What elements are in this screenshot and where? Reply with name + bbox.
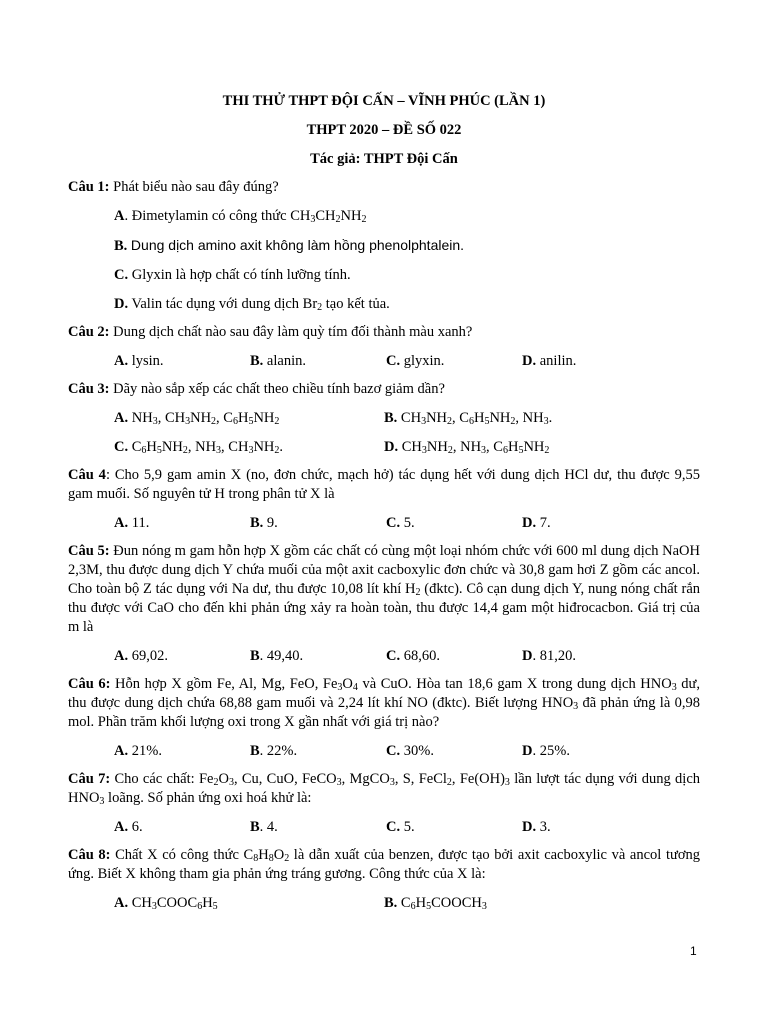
formula-text: NH	[190, 410, 212, 426]
option-text: 9.	[266, 515, 278, 531]
subscript: 3	[481, 901, 487, 912]
option-letter: A.	[114, 515, 129, 531]
option-a	[114, 818, 250, 837]
option-letter: D.	[522, 819, 537, 835]
subscript: 6	[410, 901, 416, 912]
option-text: alanin.	[266, 353, 306, 369]
subscript: 6	[141, 445, 147, 456]
subscript: 5	[156, 445, 162, 456]
option-a	[114, 647, 250, 666]
option-letter: A.	[114, 743, 129, 759]
option-text: Dung dịch amino axit không làm hồng phenolphtalein.	[130, 237, 465, 253]
formula-text: CH	[400, 410, 422, 426]
subscript: 3	[389, 777, 395, 788]
subscript: 3	[421, 416, 427, 427]
subscript: 2	[544, 445, 550, 456]
question-text: O	[342, 676, 353, 692]
option-text: NH	[340, 208, 362, 224]
subscript: 6	[468, 416, 474, 427]
question-3-options-row2	[68, 438, 700, 457]
formula-text: H	[146, 439, 157, 455]
formula-text: COOCH	[431, 895, 482, 911]
formula-text: NH	[489, 410, 511, 426]
question-text: Dãy nào sắp xếp các chất theo chiều tính bazơ giảm dần?	[113, 381, 445, 397]
subscript: 3	[151, 901, 157, 912]
subscript: 3	[481, 445, 487, 456]
option-a	[114, 514, 250, 533]
option-letter: A	[114, 208, 125, 224]
subscript: 5	[426, 901, 432, 912]
option-text: Glyxin là hợp chất có tính lưỡng tính.	[131, 267, 351, 283]
option-text: 3.	[536, 819, 551, 835]
option-letter: C.	[114, 267, 129, 283]
option-letter: A.	[114, 648, 129, 664]
question-text	[68, 771, 700, 806]
subscript: 5	[484, 416, 490, 427]
option-c	[386, 647, 522, 666]
option-b	[250, 647, 386, 666]
question-6	[68, 675, 700, 732]
subscript: 2	[415, 587, 421, 598]
question-label: Câu 8:	[68, 847, 111, 863]
formula-text: loãng. Số phản ứng oxi hoá khử là:	[104, 790, 312, 806]
subscript: 3	[337, 682, 343, 693]
formula-text: H	[473, 410, 485, 426]
option-text: . 49,40.	[259, 648, 304, 664]
question-2-options	[68, 352, 700, 371]
formula-text: NH	[426, 439, 448, 455]
formula-text: , Fe(OH)	[451, 771, 505, 787]
option-c	[114, 438, 384, 457]
option-letter: C.	[386, 515, 401, 531]
question-4-options	[68, 514, 700, 533]
subscript: 3	[671, 682, 677, 693]
option-letter: D	[522, 648, 533, 664]
option-b	[384, 409, 654, 428]
formula-text: NH	[131, 410, 153, 426]
formula-text: , NH	[515, 410, 544, 426]
option-b	[250, 514, 386, 533]
question-text: dư, thu được dung dịch chứa 68,88 gam muối và 2,24 lít khí NO (đktc). Biết lượng HNO	[68, 676, 701, 711]
option-letter: D.	[522, 353, 537, 369]
subscript: 2	[446, 777, 452, 788]
formula-text: H	[237, 410, 249, 426]
question-text: Phát biểu nào sau đây đúng?	[113, 179, 279, 195]
subscript: 3	[248, 445, 254, 456]
subscript: 2	[211, 416, 217, 427]
subscript: 2	[284, 853, 290, 864]
question-text	[68, 847, 700, 882]
question-label: Câu 3:	[68, 381, 110, 397]
formula-text: , Cu, CuO, FeCO	[233, 771, 337, 787]
formula-text: , CH	[157, 410, 186, 426]
subscript: 5	[248, 416, 254, 427]
option-d	[68, 295, 700, 314]
option-letter: B.	[250, 353, 264, 369]
subscript: 3	[228, 777, 234, 788]
subscript: 6	[197, 901, 203, 912]
option-letter: A.	[114, 819, 129, 835]
question-5-options	[68, 647, 700, 666]
question-1-options	[68, 207, 700, 314]
question-5	[68, 542, 700, 637]
question-text: (đktc). Cô cạn dung dịch Y, nung nóng chất rắn thu được với CaO cho đến khi phản ứng xảy ra hoàn toàn, thu được 14,4 gam một hiđrocacbon. Giá trị của m là	[68, 581, 701, 635]
formula-text: , C	[452, 410, 469, 426]
formula-text: NH	[253, 439, 275, 455]
question-3-options-row1	[68, 409, 700, 428]
exam-title: THI THỬ THPT ĐỘI CẤN – VĨNH PHÚC (LẦN 1)	[222, 93, 546, 109]
formula-text: , S, FeCl	[394, 771, 447, 787]
option-c	[386, 818, 522, 837]
formula	[401, 410, 552, 426]
formula-text: H	[507, 439, 519, 455]
option-d	[384, 438, 654, 457]
option-letter: C.	[386, 819, 401, 835]
exam-page	[68, 88, 700, 913]
subscript: 2	[510, 416, 516, 427]
formula	[128, 895, 218, 911]
subscript: 2	[335, 214, 341, 225]
subscript: 6	[232, 416, 238, 427]
formula	[132, 439, 283, 455]
option-b	[250, 818, 386, 837]
option-text: 30%.	[400, 743, 434, 759]
formula-text: NH	[253, 410, 275, 426]
subscript: 4	[352, 682, 358, 693]
option-d	[522, 818, 658, 837]
formula-text: Cho các chất: Fe	[114, 771, 214, 787]
formula-text: NH	[523, 439, 545, 455]
formula-text: , CH	[221, 439, 249, 455]
question-7	[68, 770, 700, 808]
question-text: Hỗn hợp X gồm Fe, Al, Mg, FeO, Fe	[115, 676, 338, 692]
option-text: CH	[315, 208, 336, 224]
subscript: 3	[543, 416, 549, 427]
question-7-options	[68, 818, 700, 837]
option-a	[114, 409, 384, 428]
option-text: 5.	[403, 515, 415, 531]
formula-text: CH	[401, 439, 422, 455]
option-letter: D	[522, 743, 533, 759]
subscript: 2	[447, 445, 453, 456]
subscript: 3	[504, 777, 510, 788]
option-text: 68,60.	[400, 648, 440, 664]
formula-text: C	[397, 895, 411, 911]
question-label: Câu 7:	[68, 771, 111, 787]
question-label: Câu 2:	[68, 324, 110, 340]
option-text: . 25%.	[532, 743, 570, 759]
subscript: 2	[182, 445, 188, 456]
option-b	[384, 894, 654, 913]
question-3	[68, 380, 700, 399]
subscript: 3	[310, 214, 316, 225]
formula-text: , C	[486, 439, 503, 455]
formula-text: H	[415, 895, 427, 911]
formula-text: , NH	[452, 439, 482, 455]
option-b	[250, 742, 386, 761]
option-d	[522, 352, 658, 371]
formula-text: lần lượt tác dụng với dung dịch HNO	[68, 771, 700, 806]
subscript: 8	[253, 853, 259, 864]
option-letter: D.	[384, 439, 399, 455]
page-number: 1	[690, 944, 697, 958]
option-letter: C.	[386, 648, 401, 664]
option-letter: D.	[522, 515, 537, 531]
question-text: : Cho 5,9 gam amin X (no, đơn chức, mạch hở) tác dụng hết với dung dịch HCl dư, thu được 9,55 gam muối. Số nguyên tử H trong phân tử X là	[68, 467, 700, 502]
formula-text: H	[202, 895, 213, 911]
subscript: 6	[502, 445, 508, 456]
formula-text: C	[131, 439, 142, 455]
question-label: Câu 6:	[68, 676, 111, 692]
option-c	[386, 742, 522, 761]
option-text: . Đimetylamin có công thức CH	[124, 208, 311, 224]
option-b	[250, 352, 386, 371]
formula-text: Chất X có công thức C	[115, 847, 254, 863]
option-c	[386, 514, 522, 533]
subscript: 3	[185, 416, 191, 427]
formula-text: H	[258, 847, 269, 863]
subscript: 3	[421, 445, 427, 456]
subscript: 3	[336, 777, 342, 788]
option-text: 6.	[128, 819, 143, 835]
subscript: 2	[317, 302, 323, 313]
formula	[402, 439, 550, 455]
formula	[132, 410, 280, 426]
option-letter: A.	[114, 410, 129, 426]
option-text: glyxin.	[403, 353, 445, 369]
option-d	[522, 742, 658, 761]
question-label: Câu 5:	[68, 543, 110, 559]
option-a	[68, 207, 700, 226]
formula-text: .	[279, 439, 284, 455]
option-letter: B	[250, 743, 260, 759]
option-text: Valin tác dụng với dung dịch Br	[131, 296, 318, 312]
option-d	[522, 647, 658, 666]
option-a	[114, 352, 250, 371]
formula	[397, 895, 487, 911]
formula-text: CH	[128, 895, 152, 911]
subscript: 3	[152, 416, 158, 427]
option-text: anilin.	[539, 353, 577, 369]
question-1	[68, 178, 700, 197]
formula-text: là dẫn xuất của benzen, được tạo bởi axit cacboxylic và ancol tương ứng. Biết X không tham gia phản ứng tráng gương. Công thức của X là:	[68, 847, 700, 882]
subscript: 2	[361, 214, 367, 225]
subscript: 3	[573, 701, 579, 712]
subscript: 5	[212, 901, 218, 912]
formula-text: , NH	[187, 439, 217, 455]
option-letter: B	[250, 648, 260, 664]
option-letter: B.	[114, 238, 128, 254]
subscript: 2	[274, 445, 280, 456]
question-2	[68, 323, 700, 342]
question-label: Câu 4	[68, 467, 106, 483]
option-text: 21%.	[128, 743, 162, 759]
subscript: 3	[216, 445, 222, 456]
option-text: . 81,20.	[532, 648, 576, 664]
option-b	[68, 236, 700, 256]
option-letter: C.	[114, 439, 129, 455]
subscript: 2	[274, 416, 280, 427]
option-text: . 4.	[259, 819, 278, 835]
question-label: Câu 1:	[68, 179, 110, 195]
question-text: đã phản ứng là 0,98 mol. Phần trăm khối lượng oxi trong X gần nhất với giá trị nào?	[68, 695, 700, 730]
question-text: và CuO. Hòa tan 18,6 gam X trong dung dịch HNO	[357, 676, 672, 692]
option-letter: D.	[114, 296, 129, 312]
exam-author: Tác giả: THPT Đội Cấn	[310, 151, 458, 167]
option-text: . 22%.	[259, 743, 298, 759]
question-6-options	[68, 742, 700, 761]
option-letter: B.	[250, 515, 264, 531]
option-a	[114, 742, 250, 761]
option-c	[386, 352, 522, 371]
question-text: Đun nóng m gam hỗn hợp X gồm các chất có cùng một loại nhóm chức với 600 ml dung dịch NaOH 2,3M, thu được dung dịch Y chứa muối của một axit cacboxylic đơn chức và 30,8 gam hơi Z gồm các ancol. Cho toàn bộ Z tác dụng với Na dư, thu được 10,08 lít khí H	[68, 543, 701, 597]
option-text: 11.	[131, 515, 150, 531]
formula-text: NH	[426, 410, 448, 426]
question-text: Dung dịch chất nào sau đây làm quỳ tím đối thành màu xanh?	[113, 324, 473, 340]
formula-text: COOC	[156, 895, 198, 911]
option-d	[522, 514, 658, 533]
option-a	[114, 894, 384, 913]
option-letter: C.	[386, 743, 401, 759]
question-4	[68, 466, 700, 504]
option-letter: B.	[384, 895, 398, 911]
option-text: 69,02.	[128, 648, 168, 664]
formula-text: NH	[161, 439, 183, 455]
option-letter: A.	[114, 353, 129, 369]
option-letter: A.	[114, 895, 129, 911]
formula-text: , MgCO	[341, 771, 390, 787]
option-text: lysin.	[131, 353, 164, 369]
formula-text: .	[548, 410, 553, 426]
subscript: 5	[518, 445, 524, 456]
formula-text: O	[273, 847, 285, 863]
option-letter: B	[250, 819, 260, 835]
question-8-options	[68, 894, 700, 913]
formula-text: , C	[216, 410, 233, 426]
option-letter: C.	[386, 353, 401, 369]
option-letter: B.	[384, 410, 398, 426]
question-8	[68, 846, 700, 884]
formula-text: O	[218, 771, 229, 787]
subscript: 3	[99, 796, 105, 807]
option-text: 5.	[400, 819, 415, 835]
subscript: 8	[268, 853, 274, 864]
option-text: tạo kết tủa.	[322, 296, 390, 312]
option-c	[68, 266, 700, 285]
subscript: 2	[447, 416, 453, 427]
subscript: 2	[213, 777, 219, 788]
exam-subtitle: THPT 2020 – ĐỀ SỐ 022	[306, 122, 462, 138]
option-text: 7.	[539, 515, 551, 531]
